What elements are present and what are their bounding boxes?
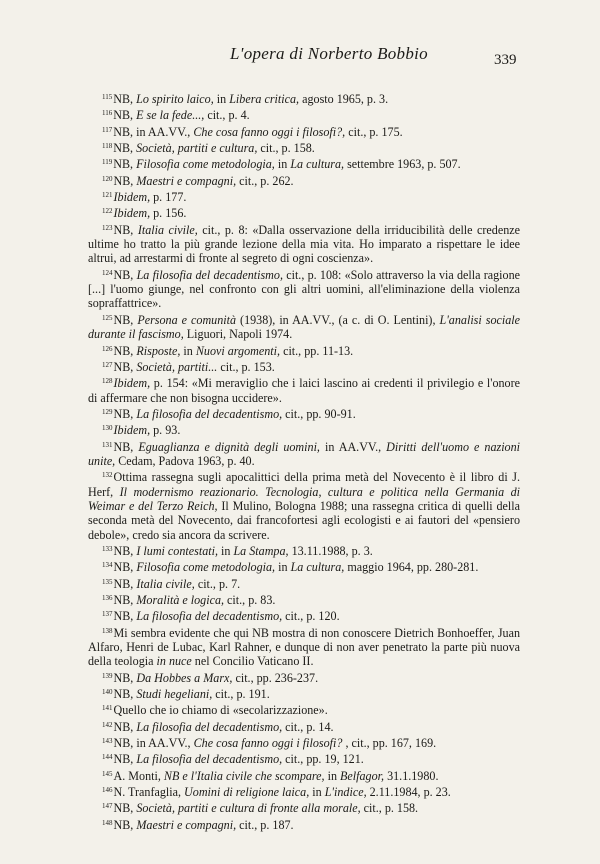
footnote [88, 188, 520, 204]
footnote-number: 139 [102, 671, 113, 680]
footnote [88, 767, 520, 783]
footnote-number: 125 [102, 313, 113, 322]
footnote [88, 155, 520, 171]
footnote-text: NB, [113, 312, 138, 327]
footnote-text: maggio 1964, pp. 280-281. [344, 560, 479, 575]
footnote-title-text: Nuovi argomenti, [195, 343, 281, 358]
footnote-title-text: Italia civile, [137, 222, 198, 237]
footnote-title-text: Che cosa fanno oggi i filosofi? [193, 736, 343, 751]
footnote [88, 718, 520, 734]
footnote-title-text: Filosofia come metodologia, [136, 157, 275, 172]
footnote-title-text: L'analisi sociale durante il fascismo, [88, 312, 521, 342]
page-header [0, 36, 600, 66]
footnote-title-text: Maestri e compagni, [136, 173, 237, 188]
footnote [88, 123, 520, 139]
footnote-title-text: La filosofia del decadentismo, [136, 752, 283, 767]
footnote-text: cit., pp. 19, 121. [282, 752, 364, 767]
footnote-text: NB, [113, 609, 137, 624]
footnote-number: 118 [102, 142, 113, 151]
footnote-number: 116 [102, 109, 113, 118]
footnote-number: 127 [102, 360, 113, 369]
footnote [88, 591, 520, 607]
footnote-text: cit., p. 153. [217, 359, 275, 374]
footnote-number: 140 [102, 688, 113, 697]
footnote-number: 144 [102, 753, 113, 762]
footnote-title-text: Che cosa fanno oggi i filosofi?, [193, 124, 346, 139]
footnote-text: N. Tranfaglia, [113, 785, 185, 800]
footnote [88, 374, 520, 405]
footnote-title-text: Persona e comunità [137, 312, 237, 327]
footnote-text: NB, [113, 560, 137, 575]
footnote-text: NB, [113, 719, 137, 734]
footnote-text: 2.11.1984, p. 23. [366, 785, 451, 800]
footnote-text: in [274, 157, 291, 172]
footnote-text: cit., p. 108: «Solo attraverso la via della ragione [...] l'uomo giunge, nel confronto con gli altri uomini, all'eliminazione della violenza sopraffattrice». [88, 267, 520, 311]
footnote-text: cit., p. 262. [236, 173, 294, 188]
footnote [88, 607, 520, 623]
footnote [88, 172, 520, 188]
footnote-title-text: La filosofia del decadentismo, [136, 267, 283, 282]
footnote [88, 106, 520, 122]
footnote [88, 799, 520, 815]
footnote-text: cit., p. 8: «Dalla osservazione della irriducibilità delle credenze ultime ho tratto la più grande lezione della mia vita. Ho imparato a rispettare le idee altrui, ad arrestarmi di fronte al segreto di ogni coscienza». [88, 222, 520, 266]
footnote-title-text: Il modernismo reazionario. Tecnologia, cultura e politica nella Germania di Weimar e del Terzo Reich, [88, 484, 521, 513]
footnote [88, 701, 520, 717]
footnote-title-text: NB e l'Italia civile che scompare, [163, 768, 325, 783]
footnote-number: 137 [102, 610, 113, 619]
footnote-text: in [275, 560, 291, 575]
footnote-text: NB, [113, 359, 137, 374]
footnote [88, 204, 520, 220]
footnote-text: Liguori, Napoli 1974. [183, 327, 293, 342]
footnote-text: cit., pp. 90-91. [282, 406, 356, 421]
footnote-title-text: La filosofia del decadentismo, [136, 609, 283, 624]
footnote-number: 117 [102, 125, 113, 134]
footnote [88, 311, 520, 342]
footnote-text: (1938), in AA.VV., (a c. di O. Lentini), [236, 312, 440, 327]
footnote [88, 405, 520, 421]
footnote-text: cit., pp. 236-237. [232, 670, 319, 685]
footnote-text: cit., p. 83. [224, 593, 276, 607]
footnote-text: NB, [113, 222, 138, 237]
footnote-number: 126 [102, 344, 113, 353]
footnote-number: 138 [102, 626, 113, 635]
footnote-title-text: Filosofia come metodologia, [136, 560, 276, 575]
footnote-text: NB, [113, 439, 139, 454]
footnote-title-text: L'indice, [324, 785, 367, 800]
footnote-number: 141 [102, 704, 113, 713]
footnote [88, 90, 520, 106]
footnote-text: NB, [113, 593, 137, 607]
footnote [88, 783, 520, 799]
footnote [88, 542, 520, 558]
footnote-title-text: E se la fede..., [136, 108, 205, 123]
footnote-text: cit., p. 120. [282, 609, 340, 624]
footnote [88, 468, 520, 542]
footnote-text: NB, [113, 343, 137, 358]
footnote-text: Mi sembra evidente che qui NB mostra di non conoscere Dietrich Bonhoeffer, Juan Alfaro, Henri de Lubac, Karl Rahner, e dunque di non aver penetrato la parte più nuova della teologia [88, 625, 520, 669]
footnote-number: 147 [102, 802, 113, 811]
footnote-text: Il Mulino, Bologna 1988; una rassegna critica di quelli della seconda metà del Novecento, dai francofortesi agli ecologisti e ai fautori del «pensiero debole», credo sia ancora da scrivere. [88, 498, 520, 542]
footnote-text: NB, [113, 173, 137, 188]
footnote-text: cit., p. 175. [345, 124, 403, 139]
footnote-text: p. 93. [150, 423, 181, 438]
footnote-text: NB, [113, 801, 137, 816]
footnote-text: in [180, 343, 196, 358]
running-title: L'opera di Norberto Bobbio [230, 44, 428, 63]
footnote-number: 122 [102, 207, 113, 216]
footnote-text: nel Concilio Vaticano II. [191, 654, 314, 669]
footnote-text: cit., p. 14. [282, 719, 334, 734]
footnote-text: in [309, 785, 325, 800]
footnote-text: NB, in AA.VV., [113, 124, 194, 139]
footnote [88, 139, 520, 155]
footnote-number: 131 [102, 440, 113, 449]
footnote-text: Quello che io chiamo di «secolarizzazione». [113, 703, 328, 718]
footnote-title-text: Diritti dell'uomo e nazioni unite, [88, 439, 521, 468]
footnote-number: 132 [102, 471, 113, 480]
footnote-text: Ottima rassegna sugli apocalittici della prima metà del Novecento è il libro di J. Herf, [88, 470, 520, 499]
footnote [88, 669, 520, 685]
footnote-title-text: Ibidem, [113, 423, 151, 438]
footnote-text: cit., p. 7. [194, 576, 241, 591]
footnote-text: in [217, 543, 234, 558]
footnote-title-text: Lo spirito laico, [136, 92, 214, 106]
footnote-text: , cit., pp. 167, 169. [342, 736, 437, 751]
footnote-title-text: La cultura, [290, 157, 345, 172]
footnote [88, 624, 520, 669]
footnote-text: NB, [113, 752, 137, 767]
footnote [88, 558, 520, 574]
footnote-title-text: La cultura, [290, 560, 345, 575]
footnote-title-text: in nuce [156, 654, 192, 669]
footnote [88, 358, 520, 374]
footnote-text: NB, [113, 108, 137, 123]
footnote [88, 575, 520, 591]
footnote-title-text: Società, partiti... [136, 359, 218, 374]
footnote-number: 133 [102, 544, 113, 553]
footnote [88, 421, 520, 437]
footnote-text: NB, in AA.VV., [113, 736, 194, 751]
footnote-text: settembre 1963, p. 507. [344, 157, 461, 172]
footnote-text: cit., p. 158. [257, 141, 315, 156]
footnote-title-text: La filosofia del decadentismo, [136, 719, 283, 734]
footnote-text: NB, [113, 92, 137, 106]
footnote-text: p. 154: «Mi meraviglio che i laici lascino ai credenti il privilegio e l'onore di affermare che non bisogna uccidere». [88, 376, 520, 405]
footnote-text: Cedam, Padova 1963, p. 40. [115, 453, 255, 468]
footnote-text: in [324, 768, 341, 783]
footnote-text: NB, [113, 576, 137, 591]
footnote-title-text: Società, partiti e cultura, [136, 141, 258, 156]
footnote-text: 13.11.1988, p. 3. [288, 543, 373, 558]
footnote-text: NB, [113, 141, 137, 156]
footnote [88, 750, 520, 766]
footnote-text: NB, [113, 157, 137, 172]
footnote-text: in AA.VV., [319, 439, 387, 454]
footnote-text: NB, [113, 267, 137, 282]
footnote-text: p. 177. [150, 190, 187, 205]
footnote-text: cit., p. 4. [204, 108, 250, 123]
footnote-number: 135 [102, 577, 113, 586]
footnote-number: 134 [102, 561, 113, 570]
footnote-number: 119 [102, 158, 113, 167]
footnote-number: 129 [102, 407, 113, 416]
footnote-number: 120 [102, 174, 113, 183]
footnote-text: cit., p. 191. [212, 687, 270, 702]
footnote [88, 816, 520, 832]
footnote [88, 685, 520, 701]
footnote-text: NB, [113, 687, 137, 702]
footnote-title-text: La filosofia del decadentismo, [136, 406, 283, 421]
footnote-number: 121 [102, 191, 113, 200]
footnote-title-text: Ibidem, [113, 376, 151, 391]
footnote [88, 734, 520, 750]
footnote-text: NB, [113, 670, 137, 685]
footnote-title-text: Società, partiti e cultura di fronte alla morale, [136, 801, 361, 816]
footnote [88, 221, 520, 266]
footnote-title-text: La Stampa, [233, 543, 289, 558]
footnote-text: cit., p. 187. [236, 817, 294, 832]
footnote-title-text: Ibidem, [113, 206, 151, 221]
footnote-text: NB, [113, 817, 137, 832]
page-number: 339 [494, 52, 517, 68]
footnote-title-text: Belfagor, [340, 768, 385, 783]
footnote-number: 123 [102, 223, 113, 232]
footnote-number: 142 [102, 720, 113, 729]
footnote-title-text: Maestri e compagni, [136, 817, 237, 832]
footnote-text: A. Monti, [113, 768, 164, 783]
footnote-number: 143 [102, 737, 113, 746]
footnote-number: 115 [102, 93, 113, 101]
footnote-number: 145 [102, 769, 113, 778]
footnote-number: 148 [102, 818, 113, 827]
footnote-text: 31.1.1980. [384, 768, 439, 783]
footnote-title-text: Italia civile, [136, 576, 195, 591]
footnote-text: agosto 1965, p. 3. [299, 92, 389, 106]
footnote-title-text: Ibidem, [113, 190, 151, 205]
footnote [88, 266, 520, 311]
footnote-text: NB, [113, 543, 137, 558]
footnote-title-text: Libera critica, [229, 92, 300, 106]
footnote [88, 342, 520, 358]
footnote-title-text: Moralità e logica, [136, 593, 225, 607]
footnote-text: NB, [113, 406, 137, 421]
footnote [88, 438, 520, 469]
footnote-title-text: Uomini di religione laica, [184, 785, 310, 800]
footnote-title-text: Eguaglianza e dignità degli uomini, [138, 439, 320, 454]
footnote-number: 128 [102, 377, 113, 386]
footnote-title-text: I lumi contestati, [136, 543, 218, 558]
footnote-title-text: Risposte, [136, 343, 181, 358]
footnote-number: 130 [102, 424, 113, 433]
footnote-number: 146 [102, 786, 113, 795]
footnote-number: 124 [102, 268, 113, 277]
footnote-text: p. 156. [150, 206, 187, 221]
footnote-text: cit., p. 158. [360, 801, 419, 816]
footnotes-list [88, 90, 520, 832]
footnote-title-text: Da Hobbes a Marx, [136, 670, 233, 685]
footnote-text: in [213, 92, 230, 106]
footnote-number: 136 [102, 594, 113, 602]
footnote-title-text: Studi hegeliani, [136, 687, 213, 702]
footnote-text: cit., pp. 11-13. [280, 343, 354, 358]
